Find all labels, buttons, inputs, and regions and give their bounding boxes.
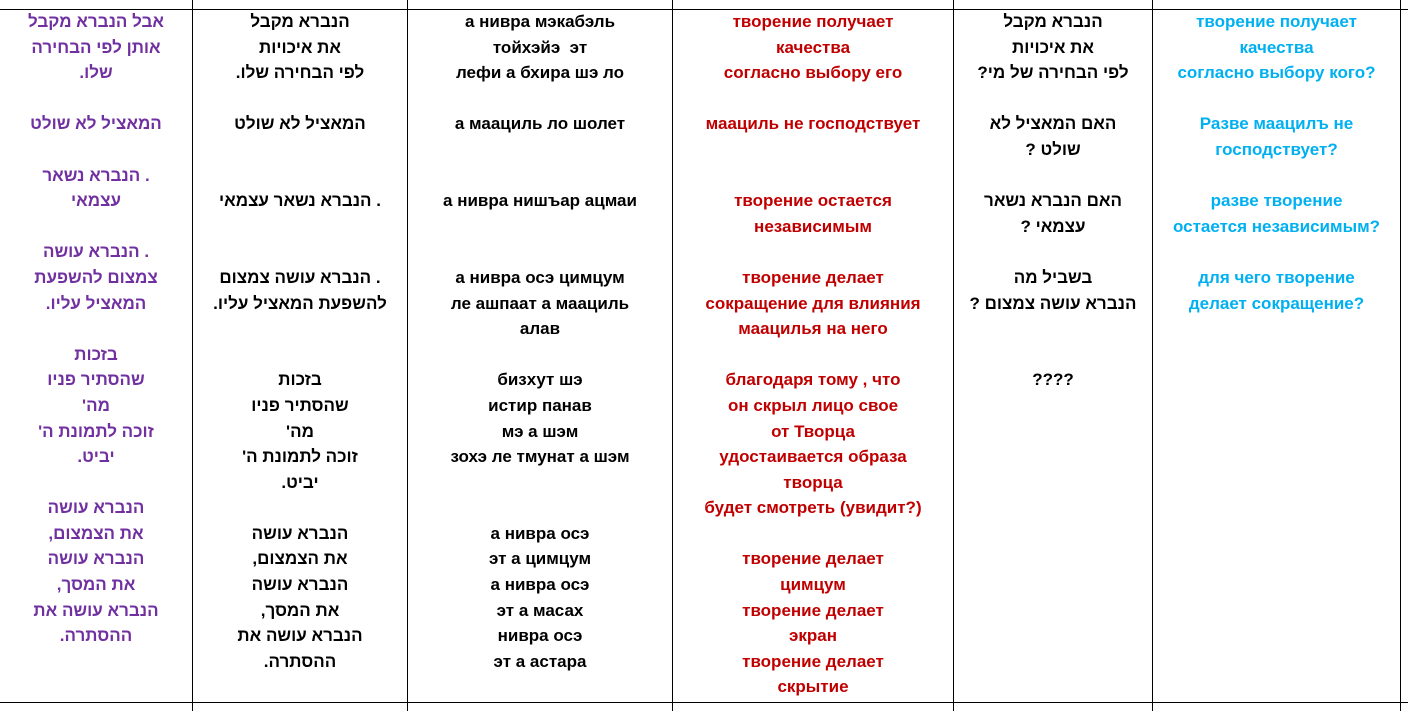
cell-text-line: 'זוכה לתמונת ה — [242, 447, 358, 467]
cell-text-line: המאציל לא שולט — [30, 114, 162, 134]
cell-text-line: ,את הצמצום — [48, 523, 144, 543]
cell-text-line: שהסתיר פניו — [251, 395, 349, 415]
cell-text-line: он скрыл лицо свое — [727, 395, 899, 415]
column-hebrew-questions — [954, 9, 1152, 711]
cell-text-line: 'זוכה לתמונת ה — [38, 421, 154, 441]
table-cell — [408, 265, 672, 342]
column-hebrew-purple — [0, 9, 192, 711]
column-divider — [1400, 0, 1401, 711]
cell-text-line: творение остается — [734, 191, 892, 211]
cell-text-line: а нивра мэкабэль — [464, 12, 616, 31]
cell-text-line: эт а масах — [496, 600, 584, 620]
cell-text-line: будет смотреть (увидит?) — [704, 498, 922, 518]
table-cell — [673, 265, 953, 342]
cell-text-line: лефи а бхира шэ ло — [455, 63, 625, 83]
cell-text-line: הנברא עושה — [47, 498, 145, 518]
cell-text-line: сокращение для влияния — [705, 293, 921, 313]
table-cell — [408, 111, 672, 137]
table-cell — [0, 495, 192, 649]
cell-text-line: בזכות — [278, 370, 322, 390]
table-cell — [0, 163, 192, 214]
table-cell — [408, 521, 672, 675]
cell-text-line: остается независимым? — [1172, 216, 1381, 236]
table-cell — [1153, 9, 1400, 86]
cell-text-line: творение делает — [742, 267, 884, 287]
cell-text-line: הנברא מקבל — [1003, 12, 1103, 31]
cell-text-line: ?לפי הבחירה של מי — [977, 63, 1129, 83]
cell-text-line: а нивра осэ — [490, 523, 590, 543]
cell-text-line: для чего творение — [1198, 267, 1355, 287]
cell-text-line: а нивра осэ цимцум — [455, 267, 625, 287]
table-cell — [1153, 188, 1400, 239]
table-cell — [673, 546, 953, 700]
table-cell — [193, 265, 407, 316]
cell-text-line: ? עצמאי — [1020, 216, 1086, 236]
cell-text-line: האם הנברא נשאר — [984, 191, 1122, 211]
cell-text-line: .ההסתרה — [59, 626, 133, 646]
cell-text-line: качества — [775, 37, 851, 57]
cell-text-line: творца — [783, 472, 843, 492]
cell-text-line: делает сокращение? — [1188, 293, 1365, 313]
cell-text-line: ле ашпаат а маациль — [450, 293, 630, 313]
cell-text-line: творение получает — [1196, 12, 1357, 31]
cell-text-line: бизхут шэ — [497, 370, 583, 390]
cell-text-line: эт а цимцум — [488, 549, 592, 569]
cell-text-line: הנברא עושה . — [42, 242, 150, 262]
cell-text-line: а нивра осэ — [490, 575, 590, 595]
table-cell — [408, 367, 672, 469]
cell-text-line: ,את המסך — [56, 575, 136, 595]
cell-text-line: המאציל לא שולט — [234, 114, 366, 134]
cell-text-line: אותן לפי הבחירה — [31, 37, 161, 57]
table-cell — [193, 367, 407, 495]
table-cell — [0, 9, 192, 86]
cell-text-line: творение получает — [732, 12, 894, 31]
cell-text-line: от Творца — [771, 421, 855, 441]
table-cell — [673, 9, 953, 86]
cell-text-line: שהסתיר פניו — [47, 370, 145, 390]
cell-text-line: הנברא עושה — [251, 575, 349, 595]
table-cell — [1153, 111, 1400, 162]
table-cell — [954, 367, 1152, 393]
cell-text-line: הנברא נשאר עצמאי . — [219, 191, 381, 211]
cell-text-line: качества — [1239, 37, 1314, 57]
cell-text-line: согласно выбору кого? — [1177, 63, 1376, 83]
cell-text-line: הנברא עושה — [251, 523, 349, 543]
cell-text-line: удостаивается образа — [719, 447, 907, 467]
cell-text-line: разве творение — [1210, 191, 1343, 211]
cell-text-line: нивра осэ — [497, 626, 583, 646]
table-cell — [954, 9, 1152, 86]
cell-text-line: הנברא מקבל — [250, 12, 350, 31]
table-cell — [1153, 265, 1400, 316]
cell-text-line: הנברא עושה את — [237, 626, 363, 646]
table-cell — [954, 111, 1152, 162]
table-cell — [193, 111, 407, 137]
cell-text-line: ,את המסך — [260, 600, 340, 620]
cell-text-line: הנברא נשאר . — [42, 165, 150, 185]
cell-text-line: мэ а шэм — [501, 421, 579, 441]
cell-text-line: ,את הצמצום — [252, 549, 348, 569]
cell-text-line: .לפי הבחירה שלו — [235, 63, 365, 83]
column-transliteration — [408, 9, 672, 711]
cell-text-line: ? שולט — [1025, 139, 1081, 159]
table-cell — [673, 111, 953, 137]
cell-text-line: творение делает — [742, 600, 884, 620]
cell-text-line: скрытие — [777, 677, 849, 697]
cell-text-line: маацилья на него — [738, 319, 888, 339]
cell-text-line: בשביל מה — [1013, 267, 1093, 287]
table-cell — [193, 9, 407, 86]
table-cell — [408, 188, 672, 214]
cell-text-line: עצמאי — [71, 191, 121, 211]
cell-text-line: את איכויות — [1012, 37, 1094, 57]
cell-text-line: экран — [788, 626, 837, 646]
table-cell — [193, 188, 407, 214]
table-cell — [193, 521, 407, 675]
cell-text-line: господствует? — [1215, 139, 1338, 159]
column-russian-questions — [1153, 9, 1400, 711]
table-cell — [954, 188, 1152, 239]
cell-text-line: благодаря тому , что — [725, 370, 901, 390]
cell-text-line: цимцум — [780, 575, 846, 595]
cell-text-line: בזכות — [74, 344, 118, 364]
cell-text-line: צמצום להשפעת — [34, 267, 158, 287]
table-cell — [954, 265, 1152, 316]
cell-text-line: הנברא עושה את — [33, 600, 159, 620]
cell-text-line: истир панав — [488, 395, 592, 415]
column-hebrew — [193, 9, 407, 711]
cell-text-line: הנברא עושה צמצום . — [219, 267, 381, 287]
cell-text-line: творение делает — [742, 549, 884, 569]
cell-text-line: маациль не господствует — [705, 114, 921, 134]
cell-text-line: ? הנברא עושה צמצום — [969, 293, 1137, 313]
cell-text-line: .יביט — [77, 447, 115, 467]
cell-text-line: ???? — [1032, 370, 1074, 390]
cell-text-line: творение делает — [742, 651, 884, 671]
cell-text-line: אבל הנברא מקבל — [28, 12, 164, 31]
cell-text-line: тойхэйэ эт — [492, 37, 588, 57]
cell-text-line: האם המאציל לא — [989, 114, 1117, 134]
cell-text-line: 'מה — [82, 395, 110, 415]
table-cell — [408, 9, 672, 86]
cell-text-line: независимым — [754, 216, 872, 236]
cell-text-line: а нивра нишъар ацмаи — [443, 191, 637, 211]
table-cell — [673, 367, 953, 521]
cell-text-line: Разве маацилъ не — [1199, 114, 1354, 134]
table-cell — [0, 111, 192, 137]
cell-text-line: 'מה — [286, 421, 314, 441]
cell-text-line: .להשפעת המאציל עליו — [213, 293, 387, 313]
cell-text-line: את איכויות — [259, 37, 341, 57]
cell-text-line: согласно выбору его — [723, 63, 903, 83]
cell-text-line: а маациль ло шолет — [454, 114, 626, 134]
cell-text-line: .יביט — [281, 472, 319, 492]
cell-text-line: .המאציל עליו — [45, 293, 147, 313]
cell-text-line: эт а астара — [493, 651, 587, 671]
cell-text-line: .ההסתרה — [263, 651, 337, 671]
column-russian-translation — [673, 9, 953, 711]
table-cell — [673, 188, 953, 239]
cell-text-line: алав — [519, 319, 561, 339]
table-cell — [0, 239, 192, 316]
cell-text-line: הנברא עושה — [47, 549, 145, 569]
cell-text-line: .שלו — [79, 63, 113, 83]
cell-text-line: зохэ ле тмунат а шэм — [450, 447, 630, 467]
table-cell — [0, 342, 192, 470]
